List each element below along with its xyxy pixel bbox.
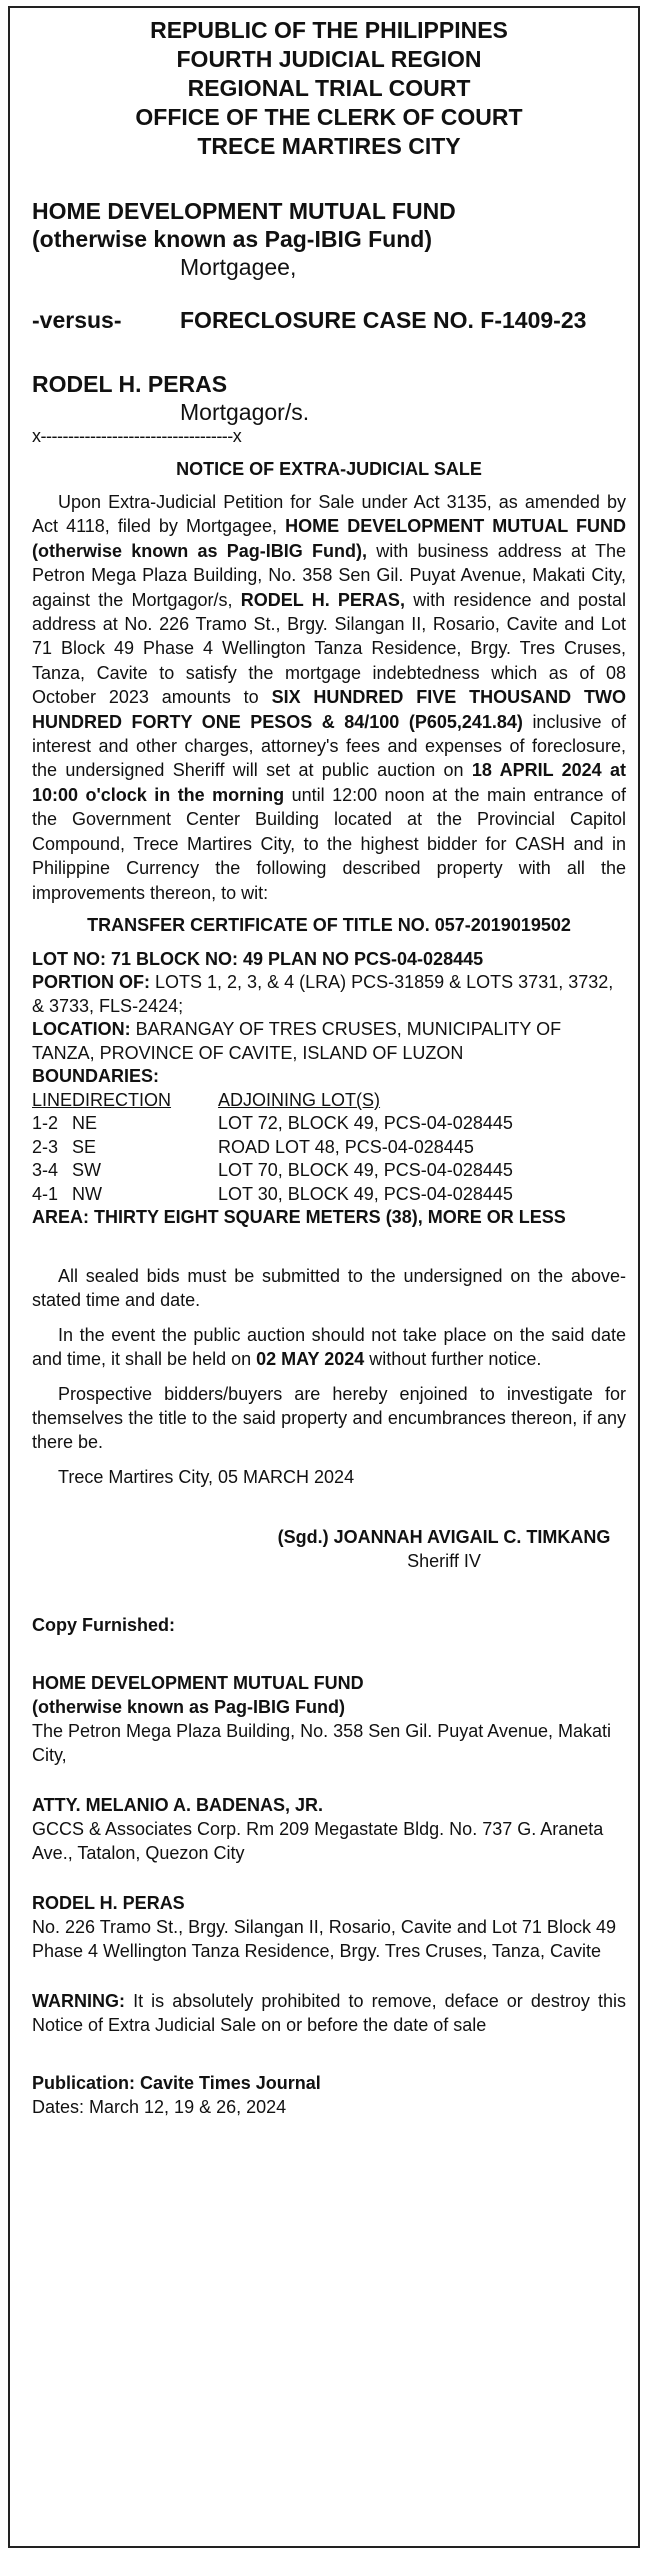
property-description [32,948,626,1230]
boundaries-table [32,1089,626,1207]
boundary-lot: LOT 70, BLOCK 49, PCS-04-028445 [218,1160,513,1181]
boundary-line: 2-3 [32,1136,59,1157]
court-header [32,16,626,161]
boundary-row [32,1183,626,1207]
recipient-item [32,1671,626,1767]
recipient-address: No. 226 Tramo St., Brgy. Silangan II, Rosario, Cavite and Lot 71 Block 49 Phase 4 Wellington Tanza Residence, Brgy. Tres Cruses, Tanza, Cavite [32,1917,616,1962]
recipient-item [32,1793,626,1865]
p1-mortgagee: HOME DEVELOPMENT MUTUAL FUND (otherwise known as Pag-IBIG Fund), [32,516,626,561]
x-divider: x-----------------------------------x [32,426,242,446]
notice-content [32,16,626,2119]
col-direction: DIRECTION [72,1089,172,1110]
versus-row [32,307,626,334]
investigate-paragraph: Prospective bidders/buyers are hereby enjoined to investigate for themselves the title to the said property and encumbrances thereon, if any there be. [32,1383,626,1453]
main-paragraph [32,490,626,905]
boundaries-label: BOUNDARIES: [32,1066,160,1087]
boundary-line: 3-4 [32,1160,59,1181]
place-date: Trece Martires City, 05 MARCH 2024 [58,1466,355,1487]
versus-label: -versus- [32,307,122,333]
location-line [32,1018,626,1065]
tct-number: TRANSFER CERTIFICATE OF TITLE NO. 057-2019019502 [87,914,571,935]
p1-auction-date: 18 APRIL 2024 at 10:00 o'clock in the morning [32,760,626,805]
mortgagee-block [32,197,626,281]
publication-dates: Dates: March 12, 19 & 26, 2024 [32,2097,287,2118]
portion-line [32,971,626,1018]
boundary-direction: SW [72,1160,102,1181]
notice-title: NOTICE OF EXTRA-JUDICIAL SALE [176,459,482,479]
p1-amount: SIX HUNDRED FIVE THOUSAND TWO HUNDRED FORTY ONE PESOS & 84/100 (P605,241.84) [32,687,626,732]
area-line: AREA: THIRTY EIGHT SQUARE METERS (38), MORE OR LESS [32,1207,566,1228]
col-line: LINE [32,1089,73,1110]
boundary-row [32,1159,626,1183]
header-line-5: TRECE MARTIRES CITY [197,133,461,159]
p1-charges: inclusive of interest and other charges, attorney's fees and expenses of foreclosure, the undersigned Sheriff will set at public auction on [32,711,626,781]
recipient-alias: (otherwise known as Pag-IBIG Fund) [32,1697,346,1718]
header-line-4: OFFICE OF THE CLERK OF COURT [135,104,523,130]
header-line-3: REGIONAL TRIAL COURT [187,75,471,101]
copy-furnished [32,1613,626,2119]
location-label: LOCATION: [32,1019,131,1040]
bids-paragraph: All sealed bids must be submitted to the undersigned on the above-stated time and date. [32,1265,626,1311]
lot-line: LOT NO: 71 BLOCK NO: 49 PLAN NO PCS-04-028445 [32,948,484,969]
boundary-direction: NE [72,1113,98,1134]
fallback-text-a: In the event the public auction should not take place on the said date and time, it shall be held on [32,1324,626,1370]
p1-location: until 12:00 noon at the main entrance of the Government Center Building located at the Provincial Capitol Compound, Trece Martires City, to the highest bidder for CASH and in Philippine Currency the following described property with all the improvements thereon, to wit: [32,784,626,903]
warning-label: WARNING: [32,1991,125,2012]
mortgagor-block [32,370,626,426]
publication-label: Publication: Cavite Times Journal [32,2073,321,2094]
case-number: FORECLOSURE CASE NO. F-1409-23 [180,307,587,333]
mortgagor-role: Mortgagor/s. [180,399,310,425]
p1-address: with business address at The Petron Mega Plaza Building, No. 358 Sen Gil. Puyat Avenue, Makati City, against the Mortgagor/s, [32,540,626,610]
portion-label: PORTION OF: [32,972,150,993]
boundary-row [32,1112,626,1136]
boundary-lot: LOT 30, BLOCK 49, PCS-04-028445 [218,1183,513,1204]
sheriff-title: Sheriff IV [407,1551,481,1572]
mortgagee-role: Mortgagee, [180,254,297,280]
fallback-date: 02 MAY 2024 [256,1349,365,1370]
boundary-lot: LOT 72, BLOCK 49, PCS-04-028445 [218,1113,513,1134]
mortgagee-alias: (otherwise known as Pag-IBIG Fund) [32,226,432,252]
boundary-lot: ROAD LOT 48, PCS-04-028445 [218,1136,474,1157]
recipient-address: The Petron Mega Plaza Building, No. 358 Sen Gil. Puyat Avenue, Makati City, [32,1721,612,1766]
p1-residence: with residence and postal address at No. 226 Tramo St., Brgy. Silangan II, Rosario, Cavite and Lot 71 Block 49 Phase 4 Wellington Tanza Residence, Brgy. Tres Cruses, Tanza, Cavite to satisfy the mortgage indebtedness which as of 08 October 2023 amounts to [32,589,626,708]
header-line-2: FOURTH JUDICIAL REGION [176,46,482,72]
copy-furnished-label: Copy Furnished: [32,1615,175,1636]
fallback-text-b: without further notice. [369,1349,542,1370]
recipient-name: RODEL H. PERAS [32,1893,185,1914]
location-text: BARANGAY OF TRES CRUSES, MUNICIPALITY OF TANZA, PROVINCE OF CAVITE, ISLAND OF LUZON [32,1019,562,1063]
boundaries-header-row [32,1089,626,1113]
mortgagee-name: HOME DEVELOPMENT MUTUAL FUND [32,198,456,224]
boundary-row [32,1136,626,1160]
portion-text: LOTS 1, 2, 3, & 4 (LRA) PCS-31859 & LOTS 3731, 3732, & 3733, FLS-2424; [32,972,614,1016]
boundary-line: 1-2 [32,1113,59,1134]
p1-intro: Upon Extra-Judicial Petition for Sale under Act 3135, as amended by Act 4118, filed by Mortgagee, [32,492,626,537]
warning-text: It is absolutely prohibited to remove, deface or destroy this Notice of Extra Judicial Sale on or before the date of sale [32,1991,626,2036]
signature-block [32,1525,626,1573]
sheriff-name: (Sgd.) JOANNAH AVIGAIL C. TIMKANG [277,1527,611,1548]
fallback-paragraph [32,1323,626,1372]
recipient-name: ATTY. MELANIO A. BADENAS, JR. [32,1795,324,1816]
boundary-line: 4-1 [32,1183,59,1204]
warning-paragraph [32,1989,626,2037]
recipient-item [32,1891,626,1963]
boundary-direction: SE [72,1136,97,1157]
recipient-name: HOME DEVELOPMENT MUTUAL FUND [32,1673,364,1694]
header-line-1: REPUBLIC OF THE PHILIPPINES [150,17,508,43]
recipient-address: GCCS & Associates Corp. Rm 209 Megastate Bldg. No. 737 G. Araneta Ave., Tatalon, Quezon City [32,1819,604,1864]
p1-mortgagor: RODEL H. PERAS, [240,589,405,610]
boundary-direction: NW [72,1183,103,1204]
col-adjoining: ADJOINING LOT(S) [218,1089,381,1110]
mortgagor-name: RODEL H. PERAS [32,371,228,397]
